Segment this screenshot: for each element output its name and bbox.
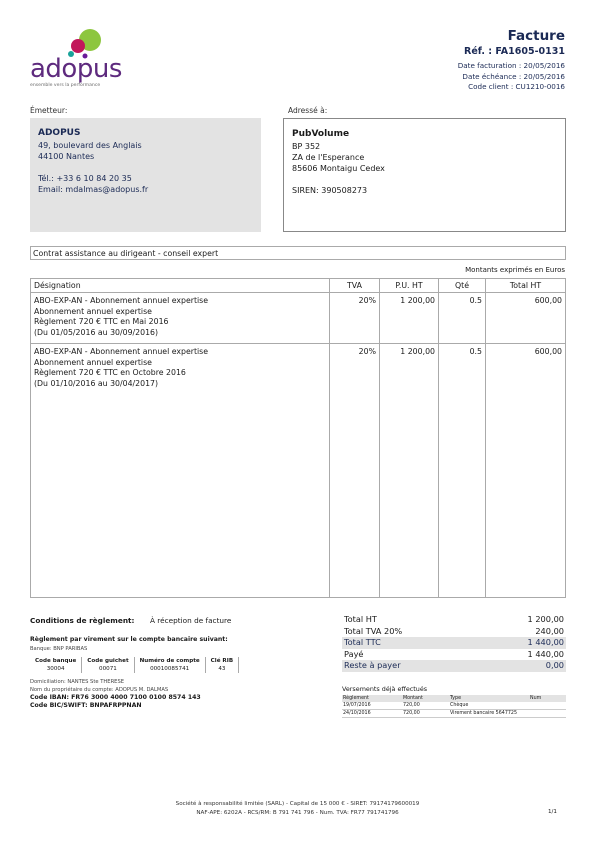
col-unit-price: P.U. HT bbox=[380, 279, 439, 293]
row-tva: 20% bbox=[330, 293, 380, 344]
payments-made-title: Versements déjà effectués bbox=[342, 685, 428, 693]
rib-header: Code guichet bbox=[82, 657, 134, 665]
payments-header: Montant bbox=[402, 695, 449, 702]
row-unit-price: 1 200,00 bbox=[380, 344, 439, 598]
row-payment-line: Règlement 720 € TTC en Mai 2016 bbox=[34, 317, 169, 326]
currency-note: Montants exprimés en Euros bbox=[465, 266, 565, 274]
col-tva: TVA bbox=[330, 279, 380, 293]
total-label: Reste à payer bbox=[342, 660, 478, 672]
rib-header: Code banque bbox=[30, 657, 82, 665]
total-label: Total HT bbox=[344, 614, 377, 624]
total-value: 0,00 bbox=[478, 660, 566, 672]
account-owner: Nom du propriétaire du compte: ADOPUS M. DALMAS bbox=[30, 686, 169, 693]
payment-num bbox=[529, 702, 566, 710]
rib-header: Clé RIB bbox=[205, 657, 238, 665]
payment-conditions-label: Conditions de règlement: bbox=[30, 616, 135, 625]
page-number: 1/1 bbox=[547, 809, 557, 815]
payments-header: Type bbox=[449, 695, 529, 702]
table-row bbox=[342, 710, 566, 718]
row-tva: 20% bbox=[330, 344, 380, 598]
transfer-instructions: Règlement par virement sur le compte bancaire suivant: bbox=[30, 636, 228, 643]
account-number: 00010085741 bbox=[134, 665, 205, 673]
invoice-lines-table bbox=[30, 278, 566, 598]
bank-domiciliation bbox=[30, 679, 168, 694]
branch-code: 00071 bbox=[82, 665, 134, 673]
total-value: 1 440,00 bbox=[527, 648, 564, 659]
total-label: Total TVA 20% bbox=[344, 625, 403, 636]
payments-header: Règlement bbox=[342, 695, 402, 702]
col-designation: Désignation bbox=[31, 279, 330, 293]
emitter-email: Email: mdalmas@adopus.fr bbox=[38, 185, 149, 194]
row-payment-line: Règlement 720 € TTC en Octobre 2016 bbox=[34, 368, 186, 377]
row-period-line: (Du 01/05/2016 au 30/09/2016) bbox=[34, 327, 159, 337]
total-ttc-row bbox=[342, 637, 566, 649]
invoice-reference: Réf. : FA1605-0131 bbox=[464, 46, 565, 57]
row-quantity: 0.5 bbox=[439, 293, 486, 344]
recipient-address-line: BP 352 bbox=[292, 142, 321, 151]
row-period-line: (Du 01/10/2016 au 30/04/2017) bbox=[34, 378, 159, 388]
payment-type: Virement bancaire 5647725 bbox=[449, 710, 529, 718]
rib-key: 43 bbox=[205, 665, 238, 673]
paid-row bbox=[342, 649, 566, 661]
total-value: 1 440,00 bbox=[478, 637, 566, 649]
payment-date: 19/07/2016 bbox=[342, 702, 402, 710]
table-row bbox=[31, 344, 566, 598]
emitter-phone: Tél.: +33 6 10 84 20 35 bbox=[38, 174, 132, 183]
payment-amount: 720,00 bbox=[402, 710, 449, 718]
emitter-box bbox=[30, 118, 261, 232]
emitter-address-line: 49, boulevard des Anglais bbox=[38, 141, 142, 150]
page-footer bbox=[0, 800, 595, 817]
invoice-header bbox=[458, 28, 565, 92]
recipient-address-line: ZA de l'Esperance bbox=[292, 153, 365, 162]
row-designation bbox=[31, 293, 330, 344]
logo-tagline: ensemble vers la performance bbox=[30, 83, 101, 88]
row-desc-line: Abonnement annuel expertise bbox=[34, 357, 152, 367]
row-desc-line: Abonnement annuel expertise bbox=[34, 306, 152, 316]
invoice-title: Facture bbox=[507, 28, 565, 44]
payments-made-table bbox=[342, 695, 566, 718]
payment-type: Chèque bbox=[449, 702, 529, 710]
bic-code: Code BIC/SWIFT: BNPAFRPPNAN bbox=[30, 702, 142, 709]
recipient-city: 85606 Montaigu Cedex bbox=[292, 164, 385, 173]
row-total: 600,00 bbox=[486, 293, 566, 344]
payment-amount: 720,00 bbox=[402, 702, 449, 710]
domiciliation-line: Domiciliation: NANTES Ste THERESE bbox=[30, 679, 125, 685]
invoice-date: Date facturation : 20/05/2016 bbox=[457, 61, 565, 70]
table-row bbox=[31, 293, 566, 344]
recipient-name: PubVolume bbox=[292, 129, 350, 139]
total-label: Payé bbox=[344, 648, 364, 659]
row-unit-price: 1 200,00 bbox=[380, 293, 439, 344]
recipient-label: Adressé à: bbox=[288, 106, 328, 115]
payment-num bbox=[529, 710, 566, 718]
table-row bbox=[342, 702, 566, 710]
total-value: 1 200,00 bbox=[527, 614, 564, 624]
remaining-row bbox=[342, 660, 566, 672]
payment-conditions-value: À réception de facture bbox=[150, 616, 232, 625]
table-header-row bbox=[31, 279, 566, 293]
totals-table bbox=[342, 614, 566, 672]
payment-date: 24/10/2016 bbox=[342, 710, 402, 718]
total-ht-row bbox=[342, 614, 566, 626]
emitter-label: Émetteur: bbox=[30, 106, 68, 115]
bank-codes bbox=[30, 694, 201, 710]
company-logo bbox=[30, 28, 130, 90]
rib-table bbox=[30, 657, 239, 673]
col-total: Total HT bbox=[486, 279, 566, 293]
client-code: Code client : CU1210-0016 bbox=[468, 82, 565, 91]
recipient-box bbox=[283, 118, 566, 232]
footer-legal-line: Société à responsabilité limitée (SARL) - Capital de 15 000 € - SIRET: 79174179600019 bbox=[175, 801, 420, 807]
col-quantity: Qté bbox=[439, 279, 486, 293]
emitter-city: 44100 Nantes bbox=[38, 152, 95, 161]
contract-title: Contrat assistance au dirigeant - conseil expert bbox=[30, 246, 566, 260]
logo-wordmark: adopus bbox=[30, 54, 122, 84]
row-quantity: 0.5 bbox=[439, 344, 486, 598]
row-code-line: ABO-EXP-AN - Abonnement annuel expertise bbox=[34, 347, 209, 356]
bank-name: Banque: BNP PARIBAS bbox=[30, 646, 88, 652]
total-value: 240,00 bbox=[535, 625, 564, 636]
rib-header: Numéro de compte bbox=[134, 657, 205, 665]
recipient-siren: SIREN: 390508273 bbox=[292, 186, 368, 195]
iban-code: Code IBAN: FR76 3000 4000 7100 0100 8574 143 bbox=[30, 694, 201, 701]
payments-header: Num bbox=[529, 695, 566, 702]
due-date: Date échéance : 20/05/2016 bbox=[462, 71, 565, 81]
row-total: 600,00 bbox=[486, 344, 566, 598]
bank-code: 30004 bbox=[30, 665, 82, 673]
footer-registration-line: NAF-APE: 6202A - RCS/RM: B 791 741 796 - Num. TVA: FR77 791741796 bbox=[196, 809, 399, 816]
total-tva-row bbox=[342, 626, 566, 638]
row-designation bbox=[31, 344, 330, 598]
row-code-line: ABO-EXP-AN - Abonnement annuel expertise bbox=[34, 296, 209, 305]
emitter-name: ADOPUS bbox=[38, 128, 81, 138]
total-label: Total TTC bbox=[342, 637, 478, 649]
